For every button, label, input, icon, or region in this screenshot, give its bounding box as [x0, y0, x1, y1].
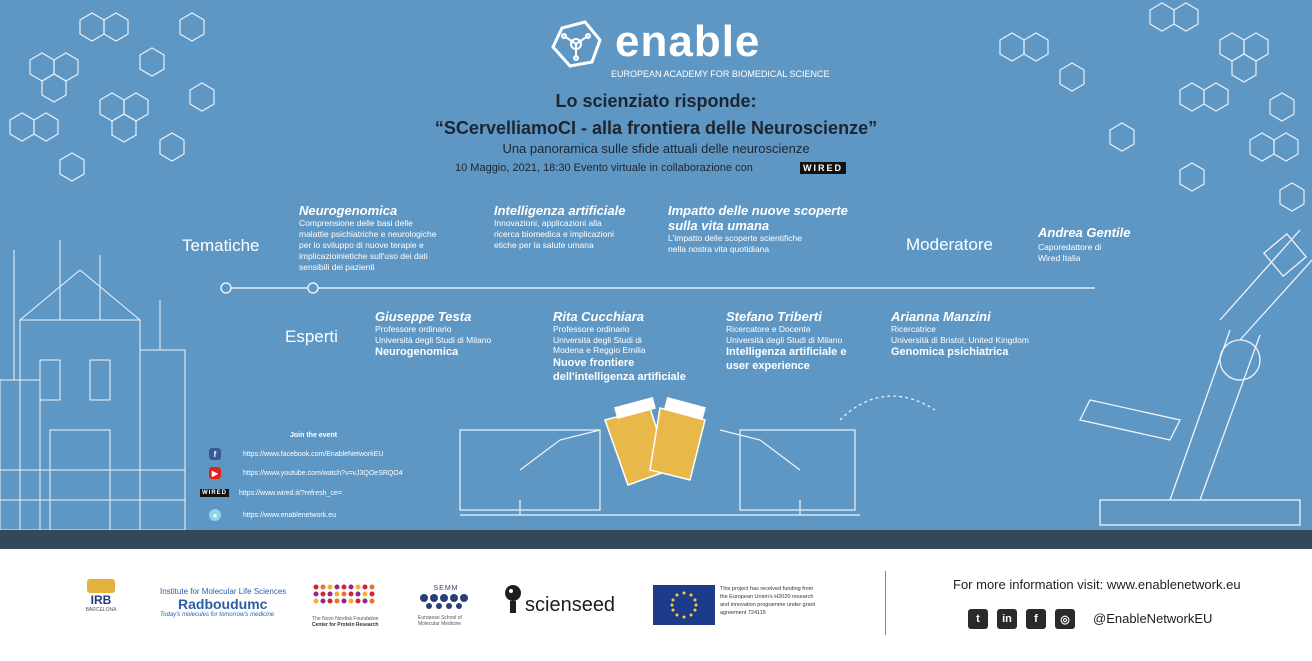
- footer-divider: [885, 571, 886, 635]
- cpr-line2: Center for Protein Research: [312, 622, 379, 628]
- facebook-icon[interactable]: f: [1026, 609, 1046, 629]
- radboud-top: Institute for Molecular Life Sciences: [160, 587, 287, 596]
- radboud-tag: Today's molecules for tomorrow's medicine: [160, 612, 275, 618]
- semm-dots-icon: [418, 592, 474, 610]
- expert-name: Arianna Manzini: [891, 309, 991, 324]
- expert-topic: Neurogenomica: [375, 346, 459, 358]
- expert-affiliation: Università degli Studi di Milano: [375, 334, 492, 345]
- moderator-role: Caporedattore di: [1038, 242, 1102, 252]
- semm-line1: European School of: [418, 615, 462, 621]
- moderatore-label: Moderatore: [906, 235, 993, 254]
- topic-title: Impatto delle nuove scoperte: [668, 203, 848, 218]
- expert-topic: Intelligenza artificiale e: [726, 346, 847, 358]
- moderator-role: Wired Italia: [1038, 252, 1081, 263]
- expert-cucchiara: [553, 309, 723, 384]
- wired-logo: WIRED: [800, 162, 846, 174]
- expert-triberti: [726, 309, 896, 373]
- scienseed-icon: [503, 583, 523, 617]
- topic-desc: nella nostra vita quotidiana: [668, 244, 770, 254]
- topic-desc: implicazioinietiche sull'uso dei dati: [299, 251, 428, 261]
- footer: [0, 549, 1312, 661]
- facebook-link[interactable]: https://www.facebook.com/EnableNetworkEU: [243, 450, 384, 458]
- topic-title: Intelligenza artificiale: [494, 203, 626, 218]
- cpr-logo: [312, 583, 382, 628]
- cpr-dots-icon: [312, 583, 382, 611]
- topic-desc: Innovazioni, applicazioni alla: [494, 218, 602, 228]
- more-info-text[interactable]: For more information visit: www.enablenetwork.eu: [953, 577, 1241, 592]
- expert-affiliation: Università degli Studi di Milano: [726, 334, 843, 345]
- join-label: Join the event: [290, 432, 338, 439]
- event-date: 10 Maggio, 2021, 18:30 Evento virtuale in collaborazione con: [455, 162, 753, 174]
- topic-title: sulla vita umana: [668, 218, 770, 233]
- radboud-name: Radboudumc: [178, 596, 268, 612]
- enable-link[interactable]: https://www.enablenetwork.eu: [243, 511, 336, 519]
- linkedin-icon[interactable]: in: [997, 609, 1017, 629]
- topic-desc: malattie psichiatriche e neurologiche: [299, 229, 437, 239]
- expert-affiliation: Ricercatore e Docente: [726, 324, 811, 334]
- topic-title: Neurogenomica: [299, 203, 398, 218]
- topic-desc: ricerca biomedica e implicazioni: [494, 229, 614, 239]
- eu-funding-text: This project has received funding from the European Union's H2020 research and innovation programme under grant agreement 724115: [720, 586, 816, 616]
- expert-topic: Nuove frontiere: [553, 356, 635, 369]
- expert-affiliation: Professore ordinario: [553, 324, 630, 334]
- semm-top: SEMM: [433, 585, 459, 592]
- expert-manzini: [891, 309, 1071, 359]
- link-row-youtube[interactable]: [209, 467, 403, 479]
- social-icons: [968, 609, 1075, 629]
- semm-line2: Molecular Medicine: [418, 621, 462, 627]
- social-handle[interactable]: @EnableNetworkEU: [1093, 611, 1213, 626]
- irb-logo-text: IRB: [90, 593, 112, 607]
- facebook-icon: f: [209, 448, 221, 460]
- topic-desc: L'impatto delle scoperte scientifiche: [668, 233, 802, 243]
- expert-testa: [375, 309, 545, 359]
- topic-desc: sensibili dei pazienti: [299, 262, 375, 272]
- youtube-link[interactable]: https://www.youtube.com/watch?v=vJ3QOeSRQO4: [243, 469, 403, 477]
- topic-desc: etiche per la salute umana: [494, 240, 594, 250]
- cpr-line1: The Novo Nordisk Foundation: [312, 616, 379, 622]
- topic-impatto: [668, 203, 888, 255]
- moderator-name: Andrea Gentile: [1038, 225, 1131, 240]
- event-title-line1: Lo scienziato risponde:: [555, 91, 757, 111]
- expert-affiliation: Professore ordinario: [375, 324, 452, 334]
- irb-logo: [85, 579, 117, 613]
- enable-icon: ●: [209, 509, 221, 521]
- link-row-wired[interactable]: [200, 489, 342, 497]
- radboud-logo: [160, 587, 286, 618]
- expert-name: Giuseppe Testa: [375, 309, 472, 324]
- twitter-icon[interactable]: t: [968, 609, 988, 629]
- expert-topic: Genomica psichiatrica: [891, 346, 1009, 358]
- topic-intelligenza-artificiale: [494, 203, 664, 251]
- instagram-icon[interactable]: ◎: [1055, 609, 1075, 629]
- brand-logo: enable: [615, 17, 761, 66]
- topic-neurogenomica: [299, 203, 479, 273]
- expert-affiliation: Università degli Studi di: [553, 334, 642, 345]
- expert-topic: user experience: [726, 360, 810, 372]
- scienseed-logo: [503, 583, 615, 617]
- topic-desc: per lo sviluppo di nuove terapie e: [299, 240, 424, 250]
- expert-affiliation: Università di Bristol, United Kingdom: [891, 334, 1029, 345]
- youtube-icon: ▶: [209, 467, 221, 479]
- irb-logo-sub: BARCELONA: [85, 607, 117, 613]
- link-row-enable[interactable]: [209, 509, 336, 521]
- divider-bar: [0, 530, 1312, 549]
- expert-name: Rita Cucchiara: [553, 309, 645, 324]
- brand-tagline: EUROPEAN ACADEMY FOR BIOMEDICAL SCIENCE: [611, 69, 830, 79]
- expert-topic: dell'intelligenza artificiale: [553, 370, 686, 383]
- semm-logo: [418, 585, 474, 627]
- esperti-label: Esperti: [285, 327, 338, 346]
- event-title-line2: “SCervelliamoCI - alla frontiera delle Neuroscienze”: [434, 118, 878, 138]
- expert-affiliation: Modena e Reggio Emilia: [553, 345, 646, 355]
- wired-icon: WIRED: [202, 490, 227, 496]
- tematiche-label: Tematiche: [182, 236, 260, 255]
- moderator-block: [1038, 225, 1158, 263]
- expert-affiliation: Ricercatrice: [891, 324, 936, 334]
- scienseed-text: scienseed: [525, 594, 616, 616]
- link-row-facebook[interactable]: [209, 448, 383, 460]
- topic-desc: Comprensione delle basi delle: [299, 218, 413, 228]
- wired-link[interactable]: https://www.wired.it/?refresh_ce=: [239, 489, 342, 497]
- expert-name: Stefano Triberti: [726, 309, 822, 324]
- eu-flag-icon: [653, 585, 715, 625]
- event-subtitle: Una panoramica sulle sfide attuali delle neuroscienze: [502, 141, 810, 156]
